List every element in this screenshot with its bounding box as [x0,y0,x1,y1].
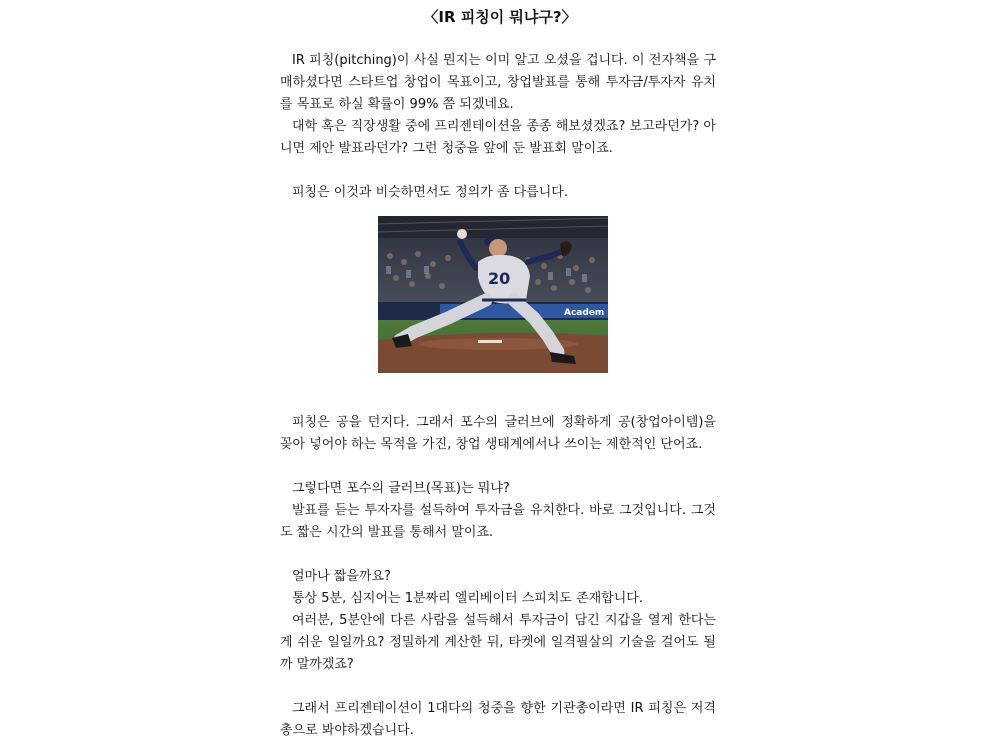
intro-text-block [280,50,716,204]
paragraph-five-minutes: 통상 5분, 심지어는 1분짜리 엘리베이터 스피치도 존재합니다. [292,591,643,606]
paragraph-sniper-rifle: 그래서 프리젠테이션이 1대다의 청중을 향한 기관총이라면 IR 피칭은 저격총으로 봐야하겠습니다. [280,701,716,738]
paragraph-persuade: 여러분, 5분안에 다른 사람을 설득해서 투자금이 담긴 지갑을 열게 한다는게 쉬운 일일까요? 정밀하게 계산한 뒤, 타켓에 일격필살의 기술을 걸어도 될까 말까겠죠? [280,613,716,672]
page-title: 〈IR 피칭이 뭐냐구?〉 [423,8,577,26]
paragraph-definition: 피칭은 이것과 비슷하면서도 정의가 좀 다릅니다. [292,185,568,200]
paragraph-glove-answer: 발표를 듣는 투자자를 설득하여 투자금을 유치한다. 바로 그것입니다. 그것도 짧은 시간의 발표를 통해서 말이죠. [280,503,716,540]
paragraph-pitching-meaning: 피칭은 공을 던지다. 그래서 포수의 글러브에 정확하게 공(창업아이템)을 꽂아 넣어야 하는 목적을 가진, 창업 생태계에서나 쓰이는 제한적인 단어죠. [280,415,716,452]
body-text-block [280,412,716,742]
jersey-number: 20 [488,269,511,288]
paragraph-intro: IR 피칭(pitching)이 사실 뭔지는 이미 알고 오셨을 겁니다. 이 전자책을 구매하셨다면 스타트업 창업이 목표이고, 창업발표를 통해 투자금/투자자 유치를 목표로 하실 확률이 99% 쯤 되겠네요. [280,53,716,112]
pitcher-photo [378,216,608,373]
paragraph-how-short: 얼마나 짧을까요? [292,569,391,584]
banner-text: Academ [564,308,605,318]
paragraph-glove-question: 그렇다면 포수의 글러브(목표)는 뭐냐? [292,481,510,496]
paragraph-presentation: 대학 혹은 직장생활 중에 프리젠테이션을 종종 해보셨겠죠? 보고라던가? 아니면 제안 발표라던가? 그런 청중을 앞에 둔 발표회 말이죠. [280,119,716,156]
